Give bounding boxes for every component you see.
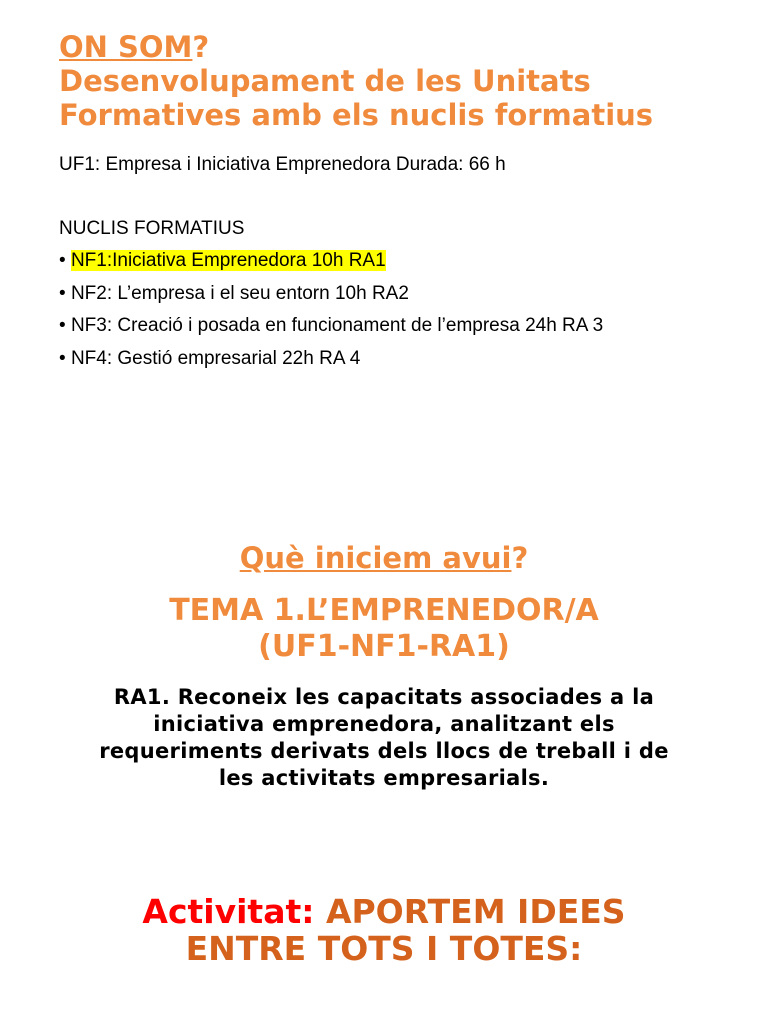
que-iniciem-text: Què iniciem avui (239, 541, 512, 575)
list-item (59, 249, 749, 282)
on-som-question-mark: ? (192, 30, 210, 64)
tema-line-1: TEMA 1.L’EMPRENEDOR/A (169, 593, 599, 628)
nuclis-item-text: NF2: L’empresa i el seu entorn 10h RA2 (70, 282, 409, 304)
que-iniciem-mark: ? (511, 541, 529, 575)
bullet: • (59, 282, 71, 304)
activitat-label: Activitat: (142, 892, 315, 931)
bullet: • (59, 315, 71, 336)
header-line-1 (59, 30, 759, 64)
tema-heading (0, 593, 768, 665)
nuclis-item-text: NF1:Iniciativa Emprenedora 10h RA1 (70, 250, 386, 271)
list-item (59, 347, 749, 380)
bullet: • (59, 347, 71, 369)
page-header (59, 30, 759, 132)
activitat-heading (0, 893, 768, 967)
bullet: • (59, 250, 71, 271)
nuclis-title: NUCLIS FORMATIUS (59, 218, 245, 239)
list-item (59, 314, 749, 347)
list-item (59, 282, 749, 315)
on-som-title: ON SOM (59, 30, 193, 64)
header-line-3: Formatives amb els nuclis formatius (59, 98, 654, 132)
que-iniciem-heading (0, 540, 768, 576)
activitat-title-2: ENTRE TOTS I TOTES: (185, 929, 583, 968)
header-line-2: Desenvolupament de les Unitats (59, 64, 591, 98)
nuclis-item-text: NF3: Creació i posada en funcionament de l’empresa 24h RA 3 (70, 315, 604, 336)
uf1-description: UF1: Empresa i Iniciativa Emprenedora Durada: 66 h (59, 154, 506, 175)
ra1-statement: RA1. Reconeix les capacitats associades a la iniciativa emprenedora, analitzant els requeriments derivats dels llocs de treball i de les activitats empresarials. (99, 685, 669, 790)
activitat-line-1 (0, 893, 768, 930)
nuclis-item-text: NF4: Gestió empresarial 22h RA 4 (70, 347, 361, 369)
tema-line-2: (UF1-NF1-RA1) (258, 629, 510, 664)
activitat-title-1: APORTEM IDEES (325, 892, 626, 931)
nuclis-list (59, 249, 749, 379)
